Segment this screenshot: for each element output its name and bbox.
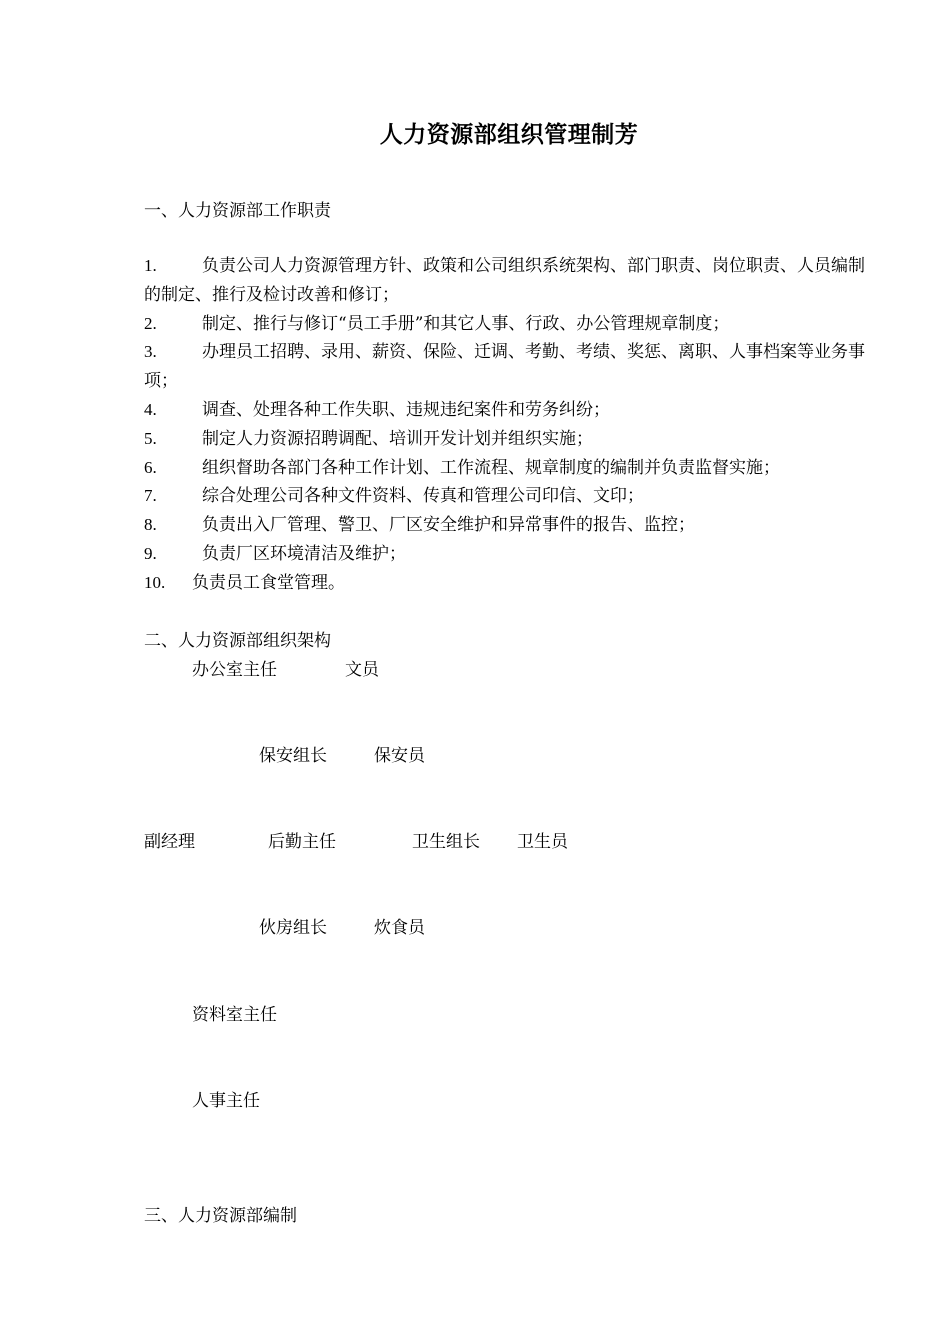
item-text: 办理员工招聘、录用、薪资、保险、迁调、考勤、考绩、奖惩、离职、人事档案等业务事项； <box>144 342 865 392</box>
org-office-director: 办公室主任 <box>192 660 277 680</box>
item-text: 负责出入厂管理、警卫、厂区安全维护和异常事件的报告、监控； <box>202 515 695 536</box>
item-text: 负责公司人力资源管理方针、政策和公司组织系统架构、部门职责、岗位职责、人员编制的制定、推行及检讨改善和修订； <box>144 256 865 305</box>
item-text: 调查、处理各种工作失职、违规违纪案件和劳务纠纷； <box>202 399 610 420</box>
item-text: 制定、推行与修订“员工手册”和其它人事、行政、办公管理规章制度； <box>202 313 730 334</box>
list-item <box>144 252 874 310</box>
item-number: 4. <box>144 399 157 419</box>
duties-list <box>144 252 874 598</box>
item-number: 9. <box>144 543 157 563</box>
item-text: 负责员工食堂管理。 <box>192 572 345 593</box>
item-number: 3. <box>144 342 157 362</box>
item-number: 6. <box>144 457 157 477</box>
list-item <box>144 338 874 396</box>
org-archives-director: 资料室主任 <box>192 1005 277 1025</box>
list-item <box>144 396 874 425</box>
item-number: 2. <box>144 313 157 333</box>
org-clerk: 文员 <box>345 660 379 680</box>
item-number: 10. <box>144 572 166 592</box>
list-item <box>144 511 874 540</box>
item-text: 组织督助各部门各种工作计划、工作流程、规章制度的编制并负责监督实施； <box>202 457 780 478</box>
org-sanitation-leader: 卫生组长 <box>412 832 480 852</box>
document-title: 人力资源部组织管理制芳 <box>379 121 639 148</box>
item-text: 负责厂区环境清洁及维护； <box>202 543 406 564</box>
section-1-heading: 一、人力资源部工作职责 <box>144 201 331 221</box>
item-text: 制定人力资源招聘调配、培训开发计划并组织实施； <box>202 428 593 449</box>
list-item <box>144 310 874 339</box>
section-2-heading: 二、人力资源部组织架构 <box>144 631 331 651</box>
item-number: 1. <box>144 256 157 275</box>
org-hr-director: 人事主任 <box>192 1091 260 1111</box>
section-3-heading: 三、人力资源部编制 <box>144 1206 297 1226</box>
item-number: 5. <box>144 428 157 448</box>
item-text: 综合处理公司各种文件资料、传真和管理公司印信、文印； <box>202 486 644 507</box>
org-kitchen-leader: 伙房组长 <box>259 918 327 938</box>
list-item <box>144 454 874 483</box>
list-item <box>144 482 874 511</box>
org-security-leader: 保安组长 <box>259 746 327 766</box>
item-number: 7. <box>144 486 157 506</box>
org-sanitation-worker: 卫生员 <box>517 832 568 852</box>
item-number: 8. <box>144 515 157 535</box>
list-item <box>144 569 874 598</box>
org-cook: 炊食员 <box>374 918 425 938</box>
org-security-guard: 保安员 <box>374 746 425 766</box>
org-deputy-manager: 副经理 <box>144 832 195 852</box>
list-item <box>144 425 874 454</box>
org-logistics-director: 后勤主任 <box>268 832 336 852</box>
list-item <box>144 540 874 569</box>
